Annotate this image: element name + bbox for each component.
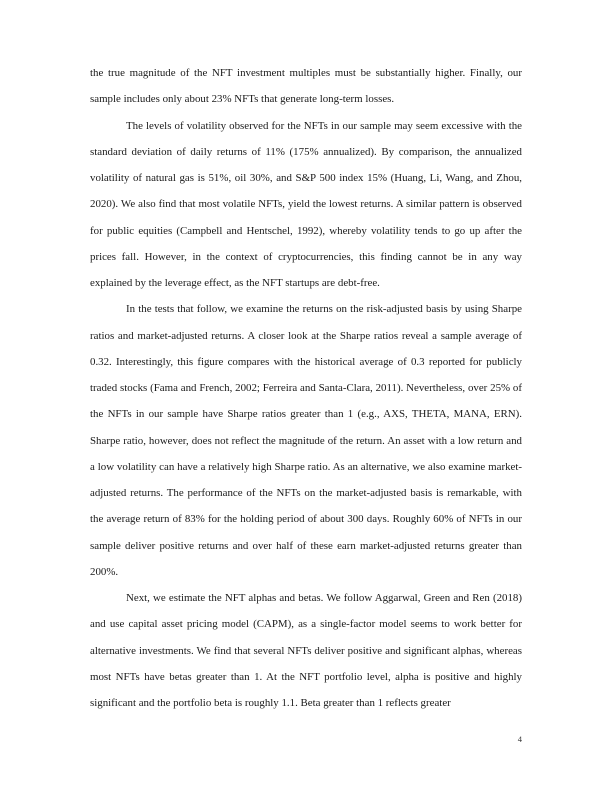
body-text [90,60,522,716]
paragraph-risk-adjusted-returns: In the tests that follow, we examine the returns on the risk-adjusted basis by using Sharpe ratios and market-adjusted returns. A closer look at the Sharpe ratios reveal a sample average of 0.32. Interestingly, this figure compares with the historical average of 0.3 reported for publicly traded stocks (Fama and French, 2002; Ferreira and Santa-Clara, 2011). Nevertheless, over 25% of the NFTs in our sample have Sharpe ratios greater than 1 (e.g., AXS, THETA, MANA, ERN). Sharpe ratio, however, does not reflect the magnitude of the return. An asset with a low return and a low volatility can have a relatively high Sharpe ratio. As an alternative, we also examine market-adjusted returns. The performance of the NFTs on the market-adjusted basis is remarkable, with the average return of 83% for the holding period of about 300 days. Roughly 60% of NFTs in our sample deliver positive returns and over half of these earn market-adjusted returns greater than 200%. [90,303,522,578]
paragraph-volatility: The levels of volatility observed for the NFTs in our sample may seem excessive with the standard deviation of daily returns of 11% (175% annualized). By comparison, the annualized volatility of natural gas is 51%, oil 30%, and S&P 500 index 15% (Huang, Li, Wang, and Zhou, 2020). We also find that most volatile NFTs, yield the lowest returns. A similar pattern is observed for public equities (Campbell and Hentschel, 1992), whereby volatility tends to go up after the prices fall. However, in the context of cryptocurrencies, this finding cannot be in any way explained by the leverage effect, as the NFT startups are debt-free. [90,119,522,289]
page-number: 4 [517,734,522,744]
paragraph-continuation: the true magnitude of the NFT investment multiples must be substantially higher. Finally, our sample includes only about 23% NFTs that generate long-term losses. [90,67,522,106]
paragraph-alphas-betas: Next, we estimate the NFT alphas and betas. We follow Aggarwal, Green and Ren (2018) and use capital asset pricing model (CAPM), as a single-factor model seems to work better for alternative investments. We find that several NFTs deliver positive and significant alphas, whereas most NFTs have betas greater than 1. At the NFT portfolio level, alpha is positive and highly significant and the portfolio beta is roughly 1.1. Beta greater than 1 reflects greater [90,592,522,709]
